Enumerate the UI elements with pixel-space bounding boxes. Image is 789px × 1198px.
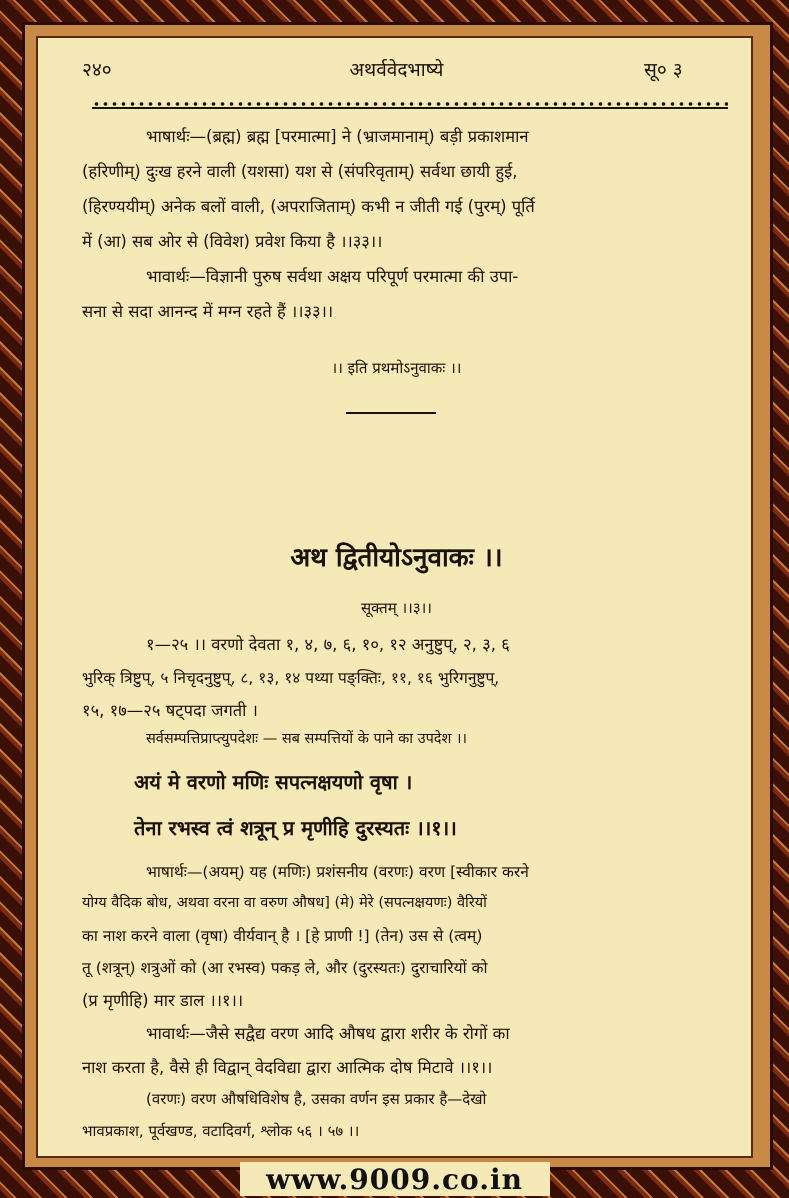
explain-line-4: तू (शत्रून्) शत्रुओं को (आ रभस्व) पकड़ ले, और (दुरस्यतः) दुराचारियों को — [82, 959, 488, 977]
explain-line-1: भाषार्थः—(अयम्) यह (मणिः) प्रशंसनीय (वरणः) वरण [स्वीकार करने — [146, 863, 529, 881]
anuvaka-end-note: ।। इति प्रथमोऽनुवाकः ।। — [331, 359, 462, 377]
mantra-line-2: तेना रभस्व त्वं शत्रून् प्र मृणीहि दुरस्यतः ।।१।। — [134, 816, 457, 840]
header-rule-line — [92, 107, 728, 109]
explain-line-5: (प्र मृणीहि) मार डाल ।।१।। — [82, 991, 244, 1010]
page-number: २४० — [82, 59, 112, 81]
prev-line-6: सना से सदा आनन्द में मग्न रहते हैं ।।३३।। — [82, 302, 334, 321]
explain-line-2: योग्य वैदिक बोध, अथवा वरना वा वरुण औषध] (मे) मेरे (सपत्नक्षयणः) वैरियों — [82, 895, 487, 911]
explain-line-9: भावप्रकाश, पूर्वखण्ड, वटादिवर्ग, श्लोक ५६ । ५७ ।। — [82, 1122, 360, 1140]
prev-line-4: में (आ) सब ओर से (विवेश) प्रवेश किया है ।।३३।। — [82, 232, 383, 251]
meta-line-2: भुरिक् त्रिष्टुप्, ५ निचृदनुष्टुप्, ८, १३, १४ पथ्या पङ्क्तिः, ११, १६ भुरिगनुष्टुप्, — [82, 669, 500, 687]
mantra-line-1: अयं मे वरणो मणिः सपत्नक्षयणो वृषा । — [134, 770, 413, 794]
website-footer: www.9009.co.in — [266, 1163, 523, 1196]
prev-line-5: भावार्थः—विज्ञानी पुरुष सर्वथा अक्षय परिपूर्ण परमात्मा की उपा- — [146, 267, 519, 286]
prev-line-1: भाषार्थः—(ब्रह्म) ब्रह्म [परमात्मा] ने (भ्राजमानाम्) बड़ी प्रकाशमान — [146, 127, 529, 146]
meta-line-3: १५, १७—२५ षट्पदा जगती । — [82, 701, 258, 720]
explain-line-6: भावार्थः—जैसे सद्वैद्य वरण आदि औषध द्वारा शरीर के रोगों का — [146, 1024, 510, 1043]
explain-line-8: (वरणः) वरण औषधिविशेष है, उसका वर्णन इस प्रकार है—देखो — [146, 1090, 487, 1108]
book-title: अथर्ववेदभाष्ये — [349, 59, 444, 81]
explain-line-7: नाश करता है, वैसे ही विद्वान् वेदविद्या द्वारा आत्मिक दोष मिटावे ।।१।। — [82, 1058, 493, 1077]
sukta-reference: सू० ३ — [644, 59, 683, 81]
meta-line-1: १—२५ ।। वरणो देवता १, ४, ७, ६, १०, १२ अनुष्टुप्, २, ३, ६ — [146, 635, 510, 654]
explain-line-3: का नाश करने वाला (वृषा) वीर्यवान् है । [हे प्राणी !] (तेन) उस से (त्वम्) — [82, 927, 483, 945]
section-divider — [346, 412, 436, 414]
book-page — [36, 36, 753, 1158]
sukta-heading: सूक्तम् ।।३।। — [360, 599, 432, 617]
meta-line-4: सर्वसम्पत्तिप्राप्त्युपदेशः — सब सम्पत्तियों के पाने का उपदेश ।। — [146, 731, 467, 747]
prev-line-3: (हिरण्ययीम्) अनेक बलों वाली, (अपराजिताम्) कभी न जीती गई (पुरम्) पूर्ति — [82, 197, 535, 216]
section-title: अथ द्वितीयोऽनुवाकः ।। — [290, 543, 503, 573]
prev-line-2: (हरिणीम्) दुःख हरने वाली (यशसा) यश से (संपरिवृताम्) सर्वथा छायी हुई, — [82, 162, 518, 181]
